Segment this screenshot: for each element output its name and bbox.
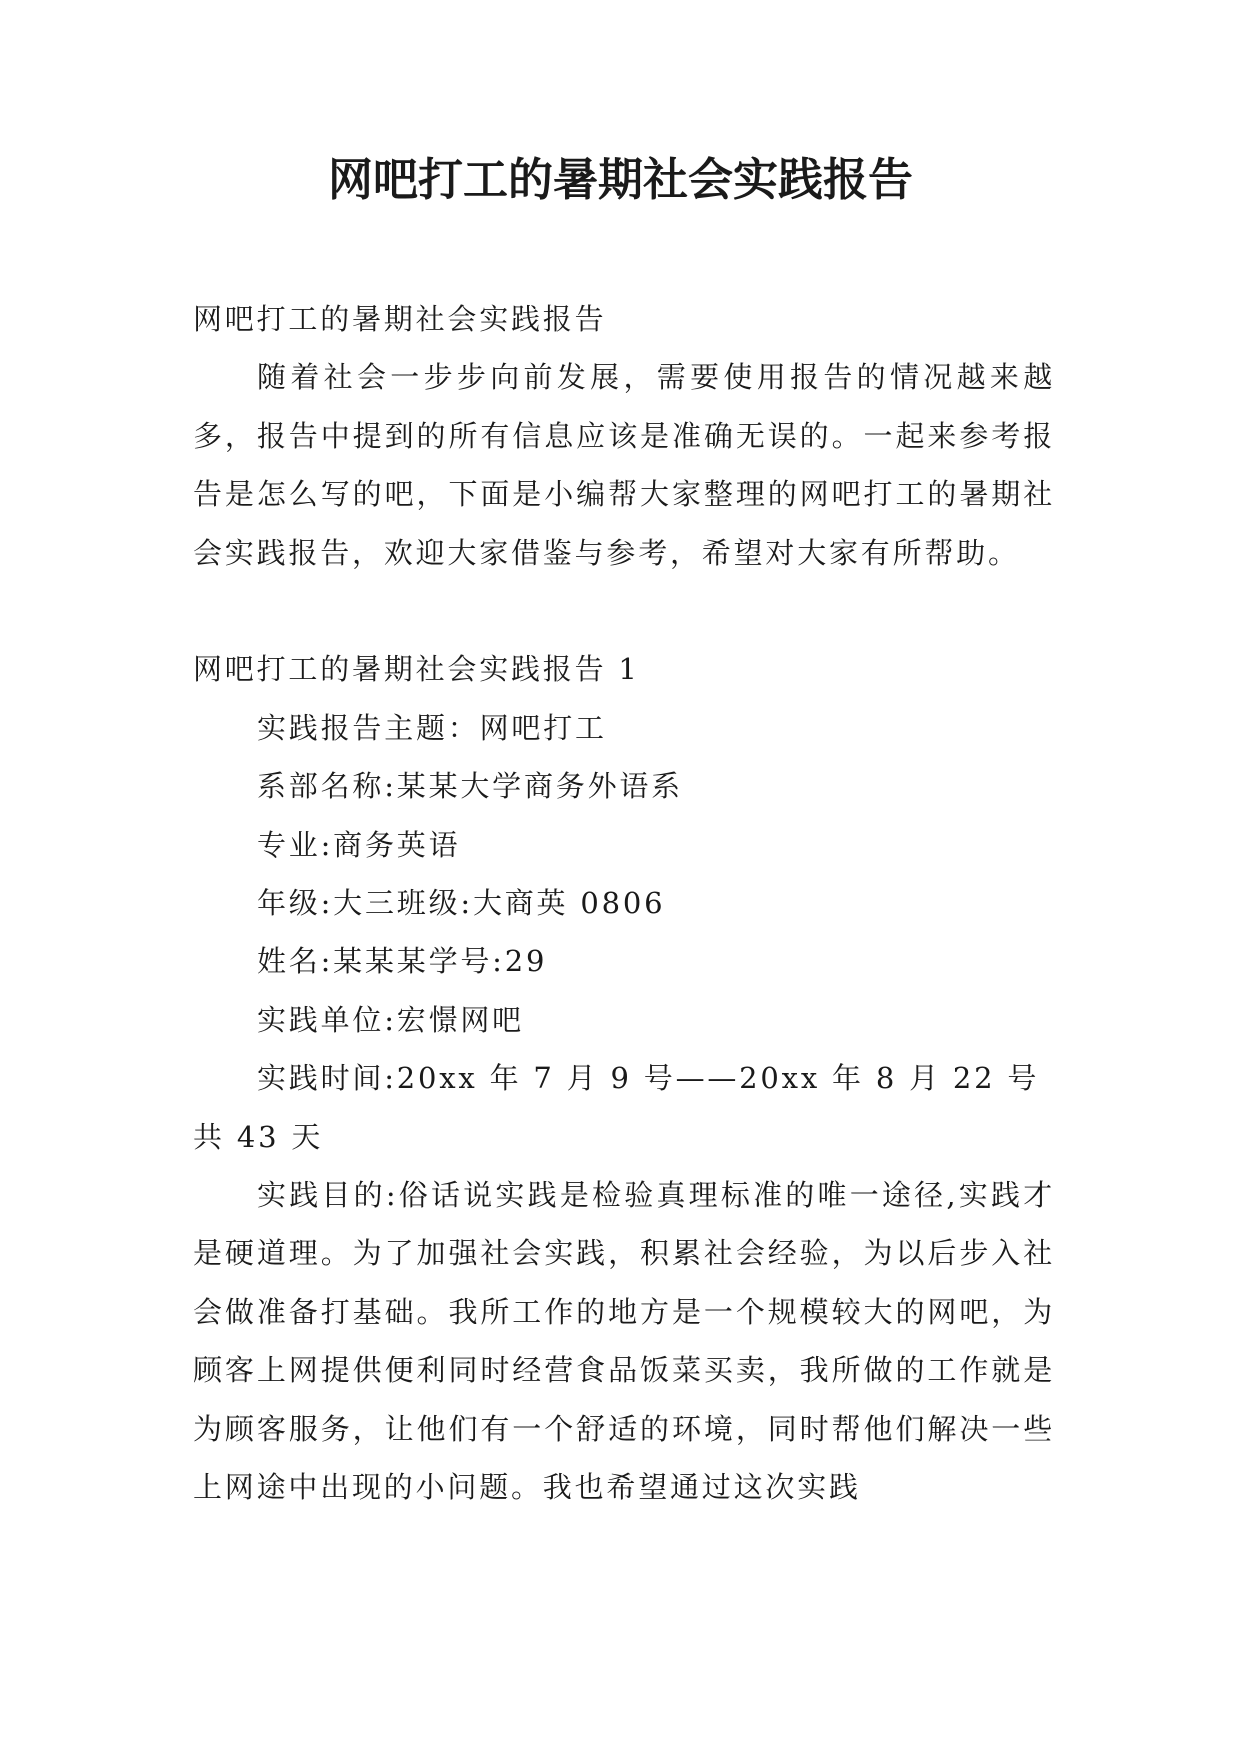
paragraph-gap (193, 582, 1055, 640)
document-body (193, 290, 1055, 1517)
field-topic: 实践报告主题：网吧打工 (257, 710, 607, 745)
purpose-paragraph: 实践目的:俗话说实践是检验真理标准的唯一途径,实践才是硬道理。为了加强社会实践，积累社会经验，为以后步入社会做准备打基础。我所工作的地方是一个规模较大的网吧，为顾客上网提供便利同时经营食品饭菜买卖，我所做的工作就是为顾客服务，让他们有一个舒适的环境，同时帮他们解决一些上网途中出现的小问题。我也希望通过这次实践 (193, 1178, 1055, 1505)
field-department: 系部名称:某某大学商务外语系 (257, 769, 683, 804)
field-grade: 年级:大三班级:大商英 0806 (257, 886, 666, 921)
intro-paragraph: 随着社会一步步向前发展，需要使用报告的情况越来越多，报告中提到的所有信息应该是准确无误的。一起来参考报告是怎么写的吧，下面是小编帮大家整理的网吧打工的暑期社会实践报告，欢迎大家借鉴与参考，希望对大家有所帮助。 (193, 360, 1055, 570)
field-name: 姓名:某某某学号:29 (257, 944, 548, 979)
document-title: 网吧打工的暑期社会实践报告 (327, 153, 913, 206)
field-major: 专业:商务英语 (257, 827, 461, 862)
document-subtitle: 网吧打工的暑期社会实践报告 (193, 302, 607, 336)
field-time: 实践时间:20xx 年 7 月 9 号——20xx 年 8 月 22 号共 43 天 (193, 1061, 1040, 1154)
section-heading: 网吧打工的暑期社会实践报告 1 (193, 652, 640, 687)
field-unit: 实践单位:宏憬网吧 (257, 1002, 524, 1037)
